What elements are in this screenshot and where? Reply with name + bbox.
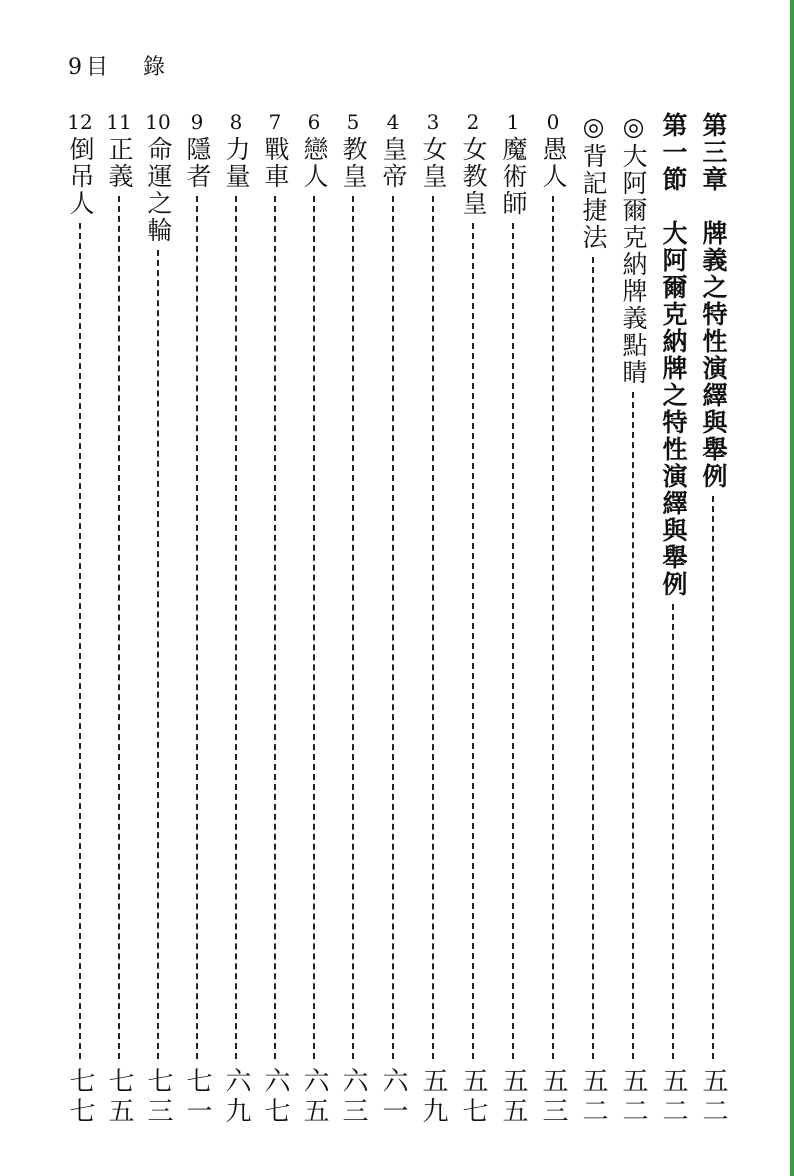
toc-entry-card-9[interactable] [177, 112, 217, 1127]
toc-entry-page: 五二 [578, 1067, 608, 1127]
dotted-leader [632, 392, 634, 1059]
dotted-leader [79, 223, 81, 1059]
toc-entry-page: 五二 [658, 1067, 688, 1127]
toc-entry-title: 女皇 [419, 136, 448, 190]
dotted-leader [552, 196, 554, 1059]
card-number: 0 [546, 110, 560, 134]
page-header [68, 50, 179, 81]
toc-entry-title: 倒吊人 [66, 136, 95, 217]
dotted-leader [235, 196, 237, 1059]
dotted-leader [432, 196, 434, 1059]
toc-entry-card-10[interactable] [138, 112, 178, 1127]
toc-entry-memorization[interactable] [573, 112, 613, 1127]
dotted-leader [672, 604, 674, 1059]
toc-entry-chapter-3[interactable] [693, 112, 733, 1127]
dotted-leader [352, 196, 354, 1059]
dotted-leader [512, 223, 514, 1059]
toc-entry-title: 皇帝 [379, 136, 408, 190]
toc-entry-title: 教皇 [339, 136, 368, 190]
toc-entry-page: 六一 [378, 1067, 408, 1127]
toc-entry-card-11[interactable] [99, 112, 139, 1127]
dotted-leader [392, 196, 394, 1059]
toc-entry-card-4[interactable] [373, 112, 413, 1127]
toc-entry-card-12[interactable] [60, 112, 100, 1127]
card-number: 6 [307, 110, 321, 134]
toc-entry-section-1[interactable] [653, 112, 693, 1127]
card-number: 8 [229, 110, 243, 134]
toc-entry-title: ◎大阿爾克納牌義點睛 [619, 112, 648, 386]
toc-entry-title: 力量 [222, 136, 251, 190]
dotted-leader [712, 496, 714, 1059]
toc-entry-title: 戰車 [261, 136, 290, 190]
toc-entry-card-2[interactable] [453, 112, 493, 1127]
toc-entry-title: 正義 [105, 136, 134, 190]
toc-entry-card-3[interactable] [413, 112, 453, 1127]
toc-entry-page: 六七 [260, 1067, 290, 1127]
toc-entry-page: 六五 [299, 1067, 329, 1127]
toc-entry-title: 第一節 大阿爾克納牌之特性演繹與舉例 [659, 112, 688, 598]
toc-entry-title: 命運之輪 [144, 136, 173, 244]
toc-entry-title: 魔術師 [499, 136, 528, 217]
toc-entry-card-1[interactable] [493, 112, 533, 1127]
dotted-leader [157, 250, 159, 1059]
toc-entry-page: 六三 [338, 1067, 368, 1127]
toc-entry-title: 隱者 [183, 136, 212, 190]
toc-entry-card-7[interactable] [255, 112, 295, 1127]
toc-entry-page: 六九 [221, 1067, 251, 1127]
toc-entry-page: 五二 [698, 1067, 728, 1127]
toc-entry-page: 五五 [498, 1067, 528, 1127]
card-number: 2 [466, 110, 480, 134]
toc-entry-title: 第三章 牌義之特性演繹與舉例 [699, 112, 728, 490]
toc-entry-title: 戀人 [300, 136, 329, 190]
toc-entry-card-5[interactable] [333, 112, 373, 1127]
card-number: 4 [386, 110, 400, 134]
card-number: 12 [67, 110, 93, 134]
toc-entry-page: 七七 [65, 1067, 95, 1127]
card-number: 7 [268, 110, 282, 134]
dotted-leader [313, 196, 315, 1059]
toc-entry-page: 五三 [538, 1067, 568, 1127]
dotted-leader [274, 196, 276, 1059]
toc-entry-card-0[interactable] [533, 112, 573, 1127]
toc-entry-card-6[interactable] [294, 112, 334, 1127]
card-number: 1 [506, 110, 520, 134]
card-number: 10 [145, 110, 171, 134]
page-edge [790, 0, 794, 1176]
toc-entry-page: 五九 [418, 1067, 448, 1127]
dotted-leader [592, 257, 594, 1059]
toc-entry-title: ◎背記捷法 [579, 112, 608, 251]
toc-entry-card-8[interactable] [216, 112, 256, 1127]
dotted-leader [472, 223, 474, 1059]
toc-entry-page: 五二 [618, 1067, 648, 1127]
card-number: 3 [426, 110, 440, 134]
toc-entry-title: 女教皇 [459, 136, 488, 217]
dotted-leader [118, 196, 120, 1059]
toc-entry-page: 七一 [182, 1067, 212, 1127]
toc-entry-title: 愚人 [539, 136, 568, 190]
card-number: 9 [190, 110, 204, 134]
header-label: 目 錄 [86, 55, 179, 80]
card-number: 5 [346, 110, 360, 134]
page-number: 9 [68, 55, 84, 80]
dotted-leader [196, 196, 198, 1059]
card-number: 11 [106, 110, 132, 134]
toc-entry-page: 七五 [104, 1067, 134, 1127]
toc-entry-page: 七三 [143, 1067, 173, 1127]
toc-entry-page: 五七 [458, 1067, 488, 1127]
toc-entry-highlights[interactable] [613, 112, 653, 1127]
